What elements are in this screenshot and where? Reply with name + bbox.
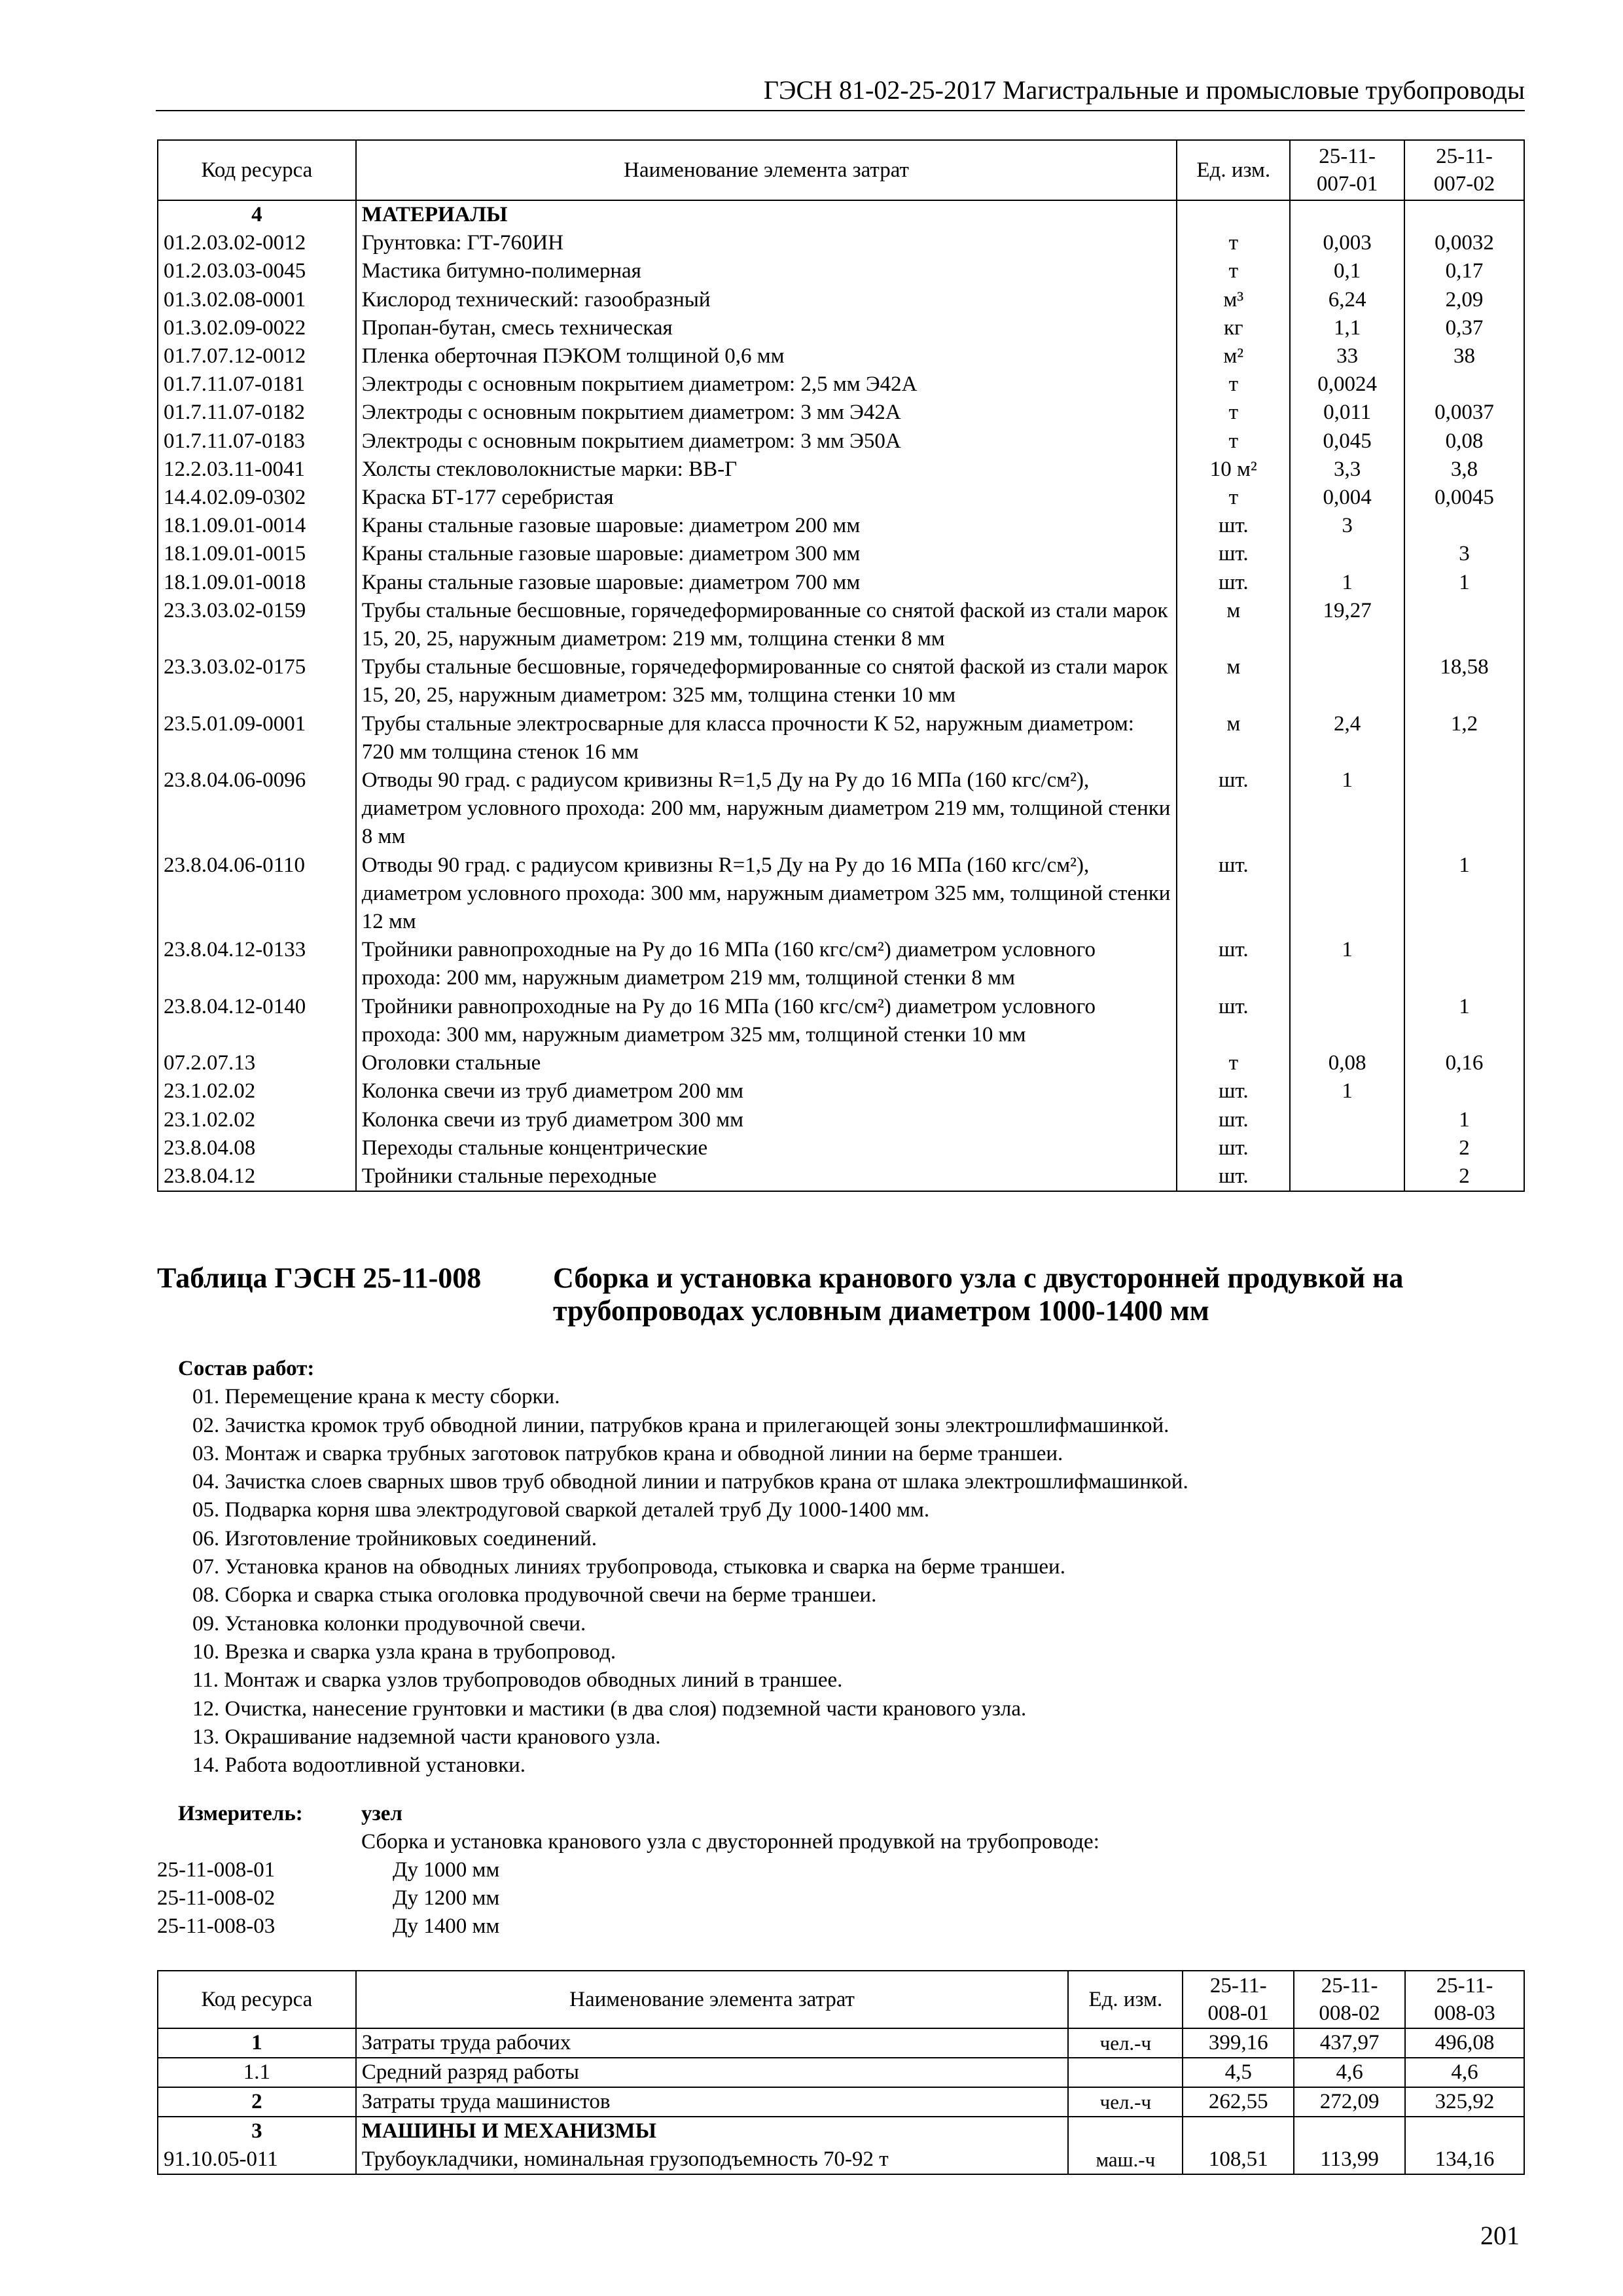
resource-name: Колонка свечи из труб диаметром 200 мм xyxy=(356,1077,1177,1105)
resource-code: 23.3.03.02-0159 xyxy=(158,597,356,653)
col-header-25-11-008-03: 25-11- 008-03 xyxy=(1405,1971,1524,2028)
value-007-01: 1 xyxy=(1290,1077,1404,1105)
variant-value: Ду 1400 мм xyxy=(393,1914,500,1938)
resource-code: 18.1.09.01-0015 xyxy=(158,540,356,568)
col-header-25-11-008-01: 25-11- 008-01 xyxy=(1183,1971,1294,2028)
value-008-03: 4,6 xyxy=(1405,2058,1524,2087)
value-007-01: 0,004 xyxy=(1290,484,1404,512)
table-row xyxy=(158,852,1524,937)
work-item: 06. Изготовление тройниковых соединений. xyxy=(192,1526,597,1551)
resource-code: 07.2.07.13 xyxy=(158,1049,356,1077)
value-007-02: 1 xyxy=(1404,993,1524,1049)
value-007-02: 2 xyxy=(1404,1134,1524,1162)
resource-unit: т xyxy=(1177,484,1290,512)
resource-code: 01.7.07.12-0012 xyxy=(158,342,356,370)
resource-name: Затраты труда рабочих xyxy=(356,2028,1069,2058)
resource-unit xyxy=(1068,2117,1183,2145)
resource-unit: т xyxy=(1177,1049,1290,1077)
value-007-02: 0,0032 xyxy=(1404,229,1524,257)
resource-code: 23.1.02.02 xyxy=(158,1106,356,1134)
measure-variant xyxy=(157,1884,500,1912)
measure-description: Сборка и установка кранового узла с двусторонней продувкой на трубопроводе: xyxy=(361,1830,1099,1854)
table-row xyxy=(158,597,1524,653)
measure-variant xyxy=(157,1856,500,1884)
resource-code: 1 xyxy=(158,2028,356,2058)
resource-code: 23.8.04.06-0096 xyxy=(158,766,356,852)
table-title-name: Сборка и установка кранового узла с двусторонней продувкой на трубопроводах условным диаметром 1000-1400 мм xyxy=(553,1262,1404,1327)
table-row xyxy=(158,427,1524,456)
resource-code: 2 xyxy=(158,2087,356,2117)
work-item: 12. Очистка, нанесение грунтовки и мастики (в два слоя) подземной части кранового узла. xyxy=(192,1696,1027,1721)
resource-unit: шт. xyxy=(1177,569,1290,597)
section-row xyxy=(158,200,1524,229)
table-row xyxy=(158,1077,1524,1105)
measure-label: Измеритель: xyxy=(178,1802,303,1825)
work-item: 07. Установка кранов на обводных линиях трубопровода, стыковка и сварка на берме траншеи. xyxy=(192,1555,1065,1579)
value-007-01: 0,003 xyxy=(1290,229,1404,257)
resource-unit: шт. xyxy=(1177,1162,1290,1191)
table-row xyxy=(158,540,1524,568)
resource-code: 23.3.03.02-0175 xyxy=(158,653,356,709)
resource-name: Колонка свечи из труб диаметром 300 мм xyxy=(356,1106,1177,1134)
resource-code: 18.1.09.01-0014 xyxy=(158,512,356,540)
resource-name: Холсты стекловолокнистые марки: ВВ-Г xyxy=(356,456,1177,484)
col-header-unit: Ед. изм. xyxy=(1068,1971,1183,2028)
value-007-02: 3,8 xyxy=(1404,456,1524,484)
resource-name: Краны стальные газовые шаровые: диаметром 300 мм xyxy=(356,540,1177,568)
resource-name: Трубы стальные бесшовные, горячедеформированные со снятой фаской из стали марок 15, 20, 25, наружным диаметром: 219 мм, толщина стенки 8 мм xyxy=(356,597,1177,653)
variant-code: 25-11-008-02 xyxy=(157,1886,276,1910)
work-item: 03. Монтаж и сварка трубных заготовок патрубков крана и обводной линии на берме траншеи. xyxy=(192,1441,1063,1465)
resource-code: 01.2.03.02-0012 xyxy=(158,229,356,257)
resource-name: Трубы стальные электросварные для класса прочности К 52, наружным диаметром: 720 мм толщина стенок 16 мм xyxy=(356,710,1177,766)
resource-name: Трубоукладчики, номинальная грузоподъемность 70-92 т xyxy=(356,2145,1069,2174)
resource-unit: м xyxy=(1177,710,1290,766)
value-007-02: 2,09 xyxy=(1404,286,1524,314)
resource-unit: 10 м² xyxy=(1177,456,1290,484)
table-row xyxy=(158,257,1524,285)
resource-name: Пропан-бутан, смесь техническая xyxy=(356,314,1177,342)
table-row xyxy=(158,993,1524,1049)
resource-unit: шт. xyxy=(1177,1077,1290,1105)
resource-unit: шт. xyxy=(1177,512,1290,540)
value-007-01: 33 xyxy=(1290,342,1404,370)
resource-name: Переходы стальные концентрические xyxy=(356,1134,1177,1162)
work-item: 10. Врезка и сварка узла крана в трубопровод. xyxy=(192,1640,616,1664)
value-007-02 xyxy=(1404,370,1524,399)
resource-name: Трубы стальные бесшовные, горячедеформированные со снятой фаской из стали марок 15, 20, 25, наружным диаметром: 325 мм, толщина стенки 10 мм xyxy=(356,653,1177,709)
work-item: 05. Подварка корня шва электродуговой сваркой деталей труб Ду 1000-1400 мм. xyxy=(192,1498,930,1522)
section-number: 4 xyxy=(158,200,356,229)
resource-name: Средний разряд работы xyxy=(356,2058,1069,2087)
resource-name: Электроды с основным покрытием диаметром: 3 мм Э42А xyxy=(356,399,1177,427)
value-007-02: 0,17 xyxy=(1404,257,1524,285)
value-007-02: 1 xyxy=(1404,569,1524,597)
value-007-01 xyxy=(1290,1106,1404,1134)
value-008-01: 4,5 xyxy=(1183,2058,1294,2087)
resource-name: Грунтовка: ГТ-760ИН xyxy=(356,229,1177,257)
resource-unit xyxy=(1068,2058,1183,2087)
resource-code: 23.5.01.09-0001 xyxy=(158,710,356,766)
value-007-02: 1 xyxy=(1404,852,1524,937)
value-007-01: 6,24 xyxy=(1290,286,1404,314)
value-007-01: 1 xyxy=(1290,766,1404,852)
resource-unit: т xyxy=(1177,257,1290,285)
work-item: 11. Монтаж и сварка узлов трубопроводов обводных линий в траншее. xyxy=(192,1668,843,1693)
resource-code: 01.7.11.07-0181 xyxy=(158,370,356,399)
resource-unit: т xyxy=(1177,427,1290,456)
measure-variant xyxy=(157,1912,500,1941)
table-row xyxy=(158,1106,1524,1134)
resource-code: 23.8.04.12-0140 xyxy=(158,993,356,1049)
resource-name: Краны стальные газовые шаровые: диаметром 200 мм xyxy=(356,512,1177,540)
value-007-01 xyxy=(1290,852,1404,937)
running-header: ГЭСН 81-02-25-2017 Магистральные и промысловые трубопроводы xyxy=(156,77,1525,111)
table-row xyxy=(158,512,1524,540)
variant-value: Ду 1200 мм xyxy=(393,1886,500,1910)
value-007-02 xyxy=(1404,512,1524,540)
resource-unit: шт. xyxy=(1177,936,1290,992)
table-row xyxy=(158,653,1524,709)
resource-unit: шт. xyxy=(1177,766,1290,852)
resource-unit: чел.-ч xyxy=(1068,2087,1183,2117)
value-007-01: 0,08 xyxy=(1290,1049,1404,1077)
work-item: 13. Окрашивание надземной части кранового узла. xyxy=(192,1725,661,1749)
resource-name: Мастика битумно-полимерная xyxy=(356,257,1177,285)
value-007-01: 3,3 xyxy=(1290,456,1404,484)
value-007-02 xyxy=(1404,766,1524,852)
resource-code: 23.1.02.02 xyxy=(158,1077,356,1105)
value-007-02: 1,2 xyxy=(1404,710,1524,766)
variant-value: Ду 1000 мм xyxy=(393,1858,500,1882)
value-007-02: 0,08 xyxy=(1404,427,1524,456)
col-header-25-11-008-02: 25-11- 008-02 xyxy=(1294,1971,1405,2028)
col-header-unit: Ед. изм. xyxy=(1177,140,1290,200)
work-item: 01. Перемещение крана к месту сборки. xyxy=(192,1385,560,1409)
col-header-25-11-007-01: 25-11- 007-01 xyxy=(1290,140,1404,200)
resource-name: Тройники равнопроходные на Ру до 16 МПа (160 кгс/см²) диаметром условного прохода: 300 мм, наружным диаметром 325 мм, толщиной стенки 10 мм xyxy=(356,993,1177,1049)
resource-code: 14.4.02.09-0302 xyxy=(158,484,356,512)
table-row xyxy=(158,2145,1524,2174)
value-007-01: 1 xyxy=(1290,936,1404,992)
value-007-02: 18,58 xyxy=(1404,653,1524,709)
resource-name: МАШИНЫ И МЕХАНИЗМЫ xyxy=(356,2117,1069,2145)
table-row xyxy=(158,2028,1524,2058)
value-007-01 xyxy=(1290,993,1404,1049)
resource-name: Отводы 90 град. с радиусом кривизны R=1,5 Ду на Ру до 16 МПа (160 кгс/см²), диаметром условного прохода: 200 мм, наружным диаметром 219 мм, толщиной стенки 8 мм xyxy=(356,766,1177,852)
value-007-01: 0,045 xyxy=(1290,427,1404,456)
table-row xyxy=(158,936,1524,992)
value-007-02 xyxy=(1404,1077,1524,1105)
work-composition xyxy=(178,1355,1188,1780)
resource-unit: м xyxy=(1177,597,1290,653)
value-008-02: 272,09 xyxy=(1294,2087,1405,2117)
work-item: 08. Сборка и сварка стыка оголовка продувочной свечи на берме траншеи. xyxy=(192,1583,877,1607)
resource-code: 23.8.04.08 xyxy=(158,1134,356,1162)
resource-name: Пленка оберточная ПЭКОМ толщиной 0,6 мм xyxy=(356,342,1177,370)
value-008-01: 262,55 xyxy=(1183,2087,1294,2117)
resource-name: Краска БТ-177 серебристая xyxy=(356,484,1177,512)
resource-name: Электроды с основным покрытием диаметром: 2,5 мм Э42А xyxy=(356,370,1177,399)
value-008-02: 4,6 xyxy=(1294,2058,1405,2087)
table-row xyxy=(158,2087,1524,2117)
value-007-01: 2,4 xyxy=(1290,710,1404,766)
value-008-03: 134,16 xyxy=(1405,2145,1524,2174)
work-item: 04. Зачистка слоев сварных швов труб обводной линии и патрубков крана от шлака электрошлифмашинкой. xyxy=(192,1470,1188,1494)
resource-code: 23.8.04.12-0133 xyxy=(158,936,356,992)
resource-code: 3 xyxy=(158,2117,356,2145)
table-row xyxy=(158,2117,1524,2145)
value-007-01: 19,27 xyxy=(1290,597,1404,653)
resource-name: Затраты труда машинистов xyxy=(356,2087,1069,2117)
value-007-02: 38 xyxy=(1404,342,1524,370)
value-007-02: 0,37 xyxy=(1404,314,1524,342)
materials-table xyxy=(157,139,1525,1192)
resource-code: 01.2.03.03-0045 xyxy=(158,257,356,285)
table-row xyxy=(158,342,1524,370)
resource-name: Тройники стальные переходные xyxy=(356,1162,1177,1191)
value-007-02 xyxy=(1404,597,1524,653)
value-007-01 xyxy=(1290,653,1404,709)
value-008-03: 496,08 xyxy=(1405,2028,1524,2058)
work-composition-heading: Состав работ: xyxy=(178,1357,315,1380)
value-007-02: 0,0045 xyxy=(1404,484,1524,512)
value-008-02 xyxy=(1294,2117,1405,2145)
page-number: 201 xyxy=(1480,2221,1520,2250)
value-007-01: 0,1 xyxy=(1290,257,1404,285)
measure-unit: узел xyxy=(361,1802,402,1825)
value-008-03 xyxy=(1405,2117,1524,2145)
col-header-name: Наименование элемента затрат xyxy=(356,1971,1069,2028)
table-row xyxy=(158,1162,1524,1191)
value-008-01: 108,51 xyxy=(1183,2145,1294,2174)
resources-table xyxy=(157,1970,1525,2175)
resource-unit: чел.-ч xyxy=(1068,2028,1183,2058)
resource-unit: кг xyxy=(1177,314,1290,342)
table-row xyxy=(158,2058,1524,2087)
resource-code: 12.2.03.11-0041 xyxy=(158,456,356,484)
table-row xyxy=(158,569,1524,597)
table-row xyxy=(158,314,1524,342)
resource-unit: шт. xyxy=(1177,852,1290,937)
resource-unit: т xyxy=(1177,370,1290,399)
table-row xyxy=(158,710,1524,766)
value-008-01: 399,16 xyxy=(1183,2028,1294,2058)
value-008-02: 113,99 xyxy=(1294,2145,1405,2174)
table-row xyxy=(158,370,1524,399)
value-007-01: 1,1 xyxy=(1290,314,1404,342)
table-row xyxy=(158,229,1524,257)
value-008-02: 437,97 xyxy=(1294,2028,1405,2058)
resource-unit: шт. xyxy=(1177,993,1290,1049)
value-007-02 xyxy=(1404,936,1524,992)
resource-code: 18.1.09.01-0018 xyxy=(158,569,356,597)
resource-unit: шт. xyxy=(1177,1106,1290,1134)
resource-unit: т xyxy=(1177,399,1290,427)
value-007-01: 1 xyxy=(1290,569,1404,597)
work-item: 02. Зачистка кромок труб обводной линии, патрубков крана и прилегающей зоны электрошлифмашинкой. xyxy=(192,1413,1169,1437)
table-row xyxy=(158,1049,1524,1077)
resource-unit: м² xyxy=(1177,342,1290,370)
resource-code: 1.1 xyxy=(158,2058,356,2087)
work-item: 09. Установка колонки продувочной свечи. xyxy=(192,1611,586,1636)
value-007-02: 1 xyxy=(1404,1106,1524,1134)
resource-unit: т xyxy=(1177,229,1290,257)
resource-unit: шт. xyxy=(1177,540,1290,568)
table-row xyxy=(158,286,1524,314)
table-row xyxy=(158,766,1524,852)
resource-code: 01.3.02.08-0001 xyxy=(158,286,356,314)
resource-code: 01.7.11.07-0183 xyxy=(158,427,356,456)
resource-code: 91.10.05-011 xyxy=(158,2145,356,2174)
resource-code: 01.3.02.09-0022 xyxy=(158,314,356,342)
value-008-01 xyxy=(1183,2117,1294,2145)
resource-unit: м³ xyxy=(1177,286,1290,314)
value-008-03: 325,92 xyxy=(1405,2087,1524,2117)
resource-code: 23.8.04.12 xyxy=(158,1162,356,1191)
table-row xyxy=(158,1134,1524,1162)
resource-name: Отводы 90 град. с радиусом кривизны R=1,5 Ду на Ру до 16 МПа (160 кгс/см²), диаметром условного прохода: 300 мм, наружным диаметром 325 мм, толщиной стенки 12 мм xyxy=(356,852,1177,937)
value-007-02: 3 xyxy=(1404,540,1524,568)
resource-code: 23.8.04.06-0110 xyxy=(158,852,356,937)
resource-unit: маш.-ч xyxy=(1068,2145,1183,2174)
resource-name: Оголовки стальные xyxy=(356,1049,1177,1077)
table-row xyxy=(158,484,1524,512)
value-007-01 xyxy=(1290,540,1404,568)
resource-name: Кислород технический: газообразный xyxy=(356,286,1177,314)
resource-name: Тройники равнопроходные на Ру до 16 МПа (160 кгс/см²) диаметром условного прохода: 200 мм, наружным диаметром 219 мм, толщиной стенки 8 мм xyxy=(356,936,1177,992)
resource-code: 01.7.11.07-0182 xyxy=(158,399,356,427)
table-title-code: Таблица ГЭСН 25-11-008 xyxy=(157,1262,482,1294)
value-007-01: 0,011 xyxy=(1290,399,1404,427)
resource-unit: шт. xyxy=(1177,1134,1290,1162)
col-header-name: Наименование элемента затрат xyxy=(356,140,1177,200)
resource-name: Краны стальные газовые шаровые: диаметром 700 мм xyxy=(356,569,1177,597)
value-007-02: 2 xyxy=(1404,1162,1524,1191)
col-header-code: Код ресурса xyxy=(158,140,356,200)
value-007-01: 3 xyxy=(1290,512,1404,540)
work-item: 14. Работа водоотливной установки. xyxy=(192,1753,526,1778)
section-title: МАТЕРИАЛЫ xyxy=(356,200,1177,229)
col-header-code: Код ресурса xyxy=(158,1971,356,2028)
value-007-01: 0,0024 xyxy=(1290,370,1404,399)
variant-code: 25-11-008-03 xyxy=(157,1914,276,1938)
value-007-02: 0,16 xyxy=(1404,1049,1524,1077)
table-row xyxy=(158,456,1524,484)
col-header-25-11-007-02: 25-11- 007-02 xyxy=(1404,140,1524,200)
value-007-02: 0,0037 xyxy=(1404,399,1524,427)
value-007-01 xyxy=(1290,1162,1404,1191)
table-row xyxy=(158,399,1524,427)
value-007-01 xyxy=(1290,1134,1404,1162)
variant-code: 25-11-008-01 xyxy=(157,1858,276,1882)
resource-name: Электроды с основным покрытием диаметром: 3 мм Э50А xyxy=(356,427,1177,456)
resource-unit: м xyxy=(1177,653,1290,709)
